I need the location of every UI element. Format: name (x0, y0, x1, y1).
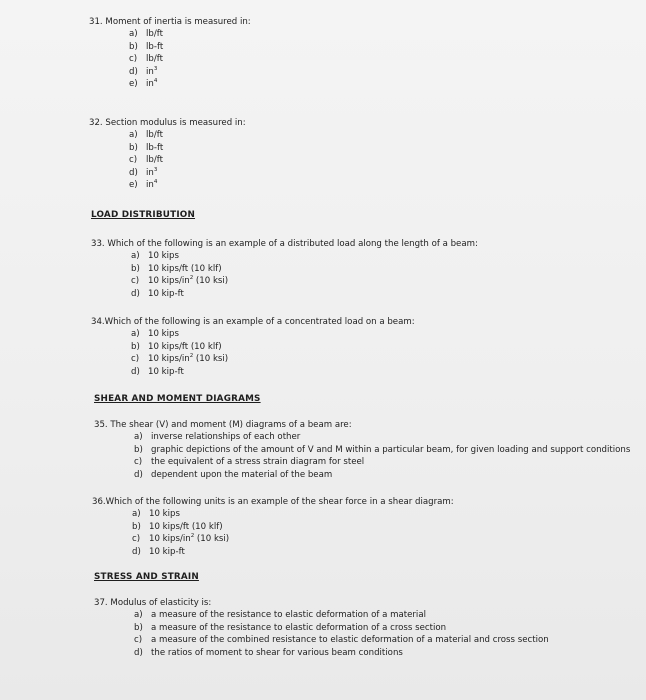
option-letter: c) (129, 155, 138, 166)
answer-option (131, 275, 478, 287)
answer-option (134, 647, 549, 659)
question-31 (89, 16, 251, 90)
option-text: the equivalent of a stress strain diagram for steel (151, 457, 365, 468)
answer-option (129, 28, 251, 40)
option-letter: a) (129, 130, 138, 141)
option-letter: e) (129, 179, 138, 190)
option-letter: a) (131, 251, 140, 262)
option-letter: d) (129, 66, 138, 77)
option-letter: d) (131, 366, 140, 377)
answer-option (131, 366, 415, 378)
option-letter: b) (129, 142, 138, 153)
answer-option (134, 609, 549, 621)
option-exponent: 3 (153, 65, 158, 72)
answer-option (131, 328, 415, 340)
question-stem: 36.Which of the following units is an example of the shear force in a shear diagram: (92, 497, 454, 507)
answer-options (91, 250, 478, 300)
question-34 (91, 316, 415, 378)
option-letter: b) (129, 41, 138, 52)
option-letter: b) (132, 521, 141, 532)
option-text: the ratios of moment to shear for various beam conditions (151, 647, 403, 658)
option-text: in (146, 66, 154, 77)
answer-option (131, 288, 478, 300)
answer-option (129, 154, 246, 166)
answer-option (134, 622, 549, 634)
question-stem: 35. The shear (V) and moment (M) diagrams of a beam are: (94, 420, 352, 430)
answer-option (132, 508, 454, 520)
option-text: 10 kips/ft (10 klf) (148, 263, 222, 274)
option-text: 10 kips/in (148, 354, 190, 365)
option-letter: c) (134, 457, 143, 468)
option-letter: d) (131, 288, 140, 299)
answer-option (129, 179, 246, 191)
option-letter: c) (132, 534, 141, 545)
option-unit-note: (10 ksi) (194, 534, 230, 545)
option-text: 10 kips/ft (10 klf) (149, 521, 223, 532)
option-exponent: 4 (153, 178, 158, 185)
option-text: inverse relationships of each other (151, 432, 301, 443)
option-text: lb/ft (146, 155, 163, 166)
answer-option (131, 341, 415, 353)
answer-options (89, 129, 246, 191)
option-letter: b) (134, 444, 143, 455)
question-stem: 37. Modulus of elasticity is: (94, 598, 212, 608)
answer-options (91, 328, 415, 378)
question-stem: 34.Which of the following is an example of a concentrated load on a beam: (91, 317, 415, 327)
option-text: graphic depictions of the amount of V and M within a particular beam, for given loading and support conditions (151, 444, 631, 455)
option-text: lb/ft (146, 54, 163, 65)
option-text: lb/ft (146, 130, 163, 141)
answer-option (132, 521, 454, 533)
option-letter: a) (132, 509, 141, 520)
option-letter: a) (129, 29, 138, 40)
option-letter: b) (131, 263, 140, 274)
answer-option (134, 634, 549, 646)
answer-option (129, 41, 251, 53)
answer-options (94, 609, 549, 659)
answer-option (134, 469, 630, 481)
option-letter: d) (129, 167, 138, 178)
option-letter: b) (134, 622, 143, 633)
question-33 (91, 238, 478, 300)
option-exponent: 2 (189, 275, 194, 282)
option-exponent: 2 (189, 353, 194, 360)
option-unit-note: (10 ksi) (193, 276, 229, 287)
option-letter: c) (131, 276, 140, 287)
question-stem: 32. Section modulus is measured in: (89, 118, 246, 128)
option-text: lb/ft (146, 29, 163, 40)
answer-option (129, 53, 251, 65)
answer-option (129, 167, 246, 179)
option-unit-note: (10 ksi) (193, 354, 229, 365)
section-heading-load-distribution: LOAD DISTRIBUTION (91, 210, 196, 220)
option-letter: a) (131, 329, 140, 340)
answer-option (131, 353, 415, 365)
question-36 (92, 496, 454, 558)
option-text: 10 kips/in (148, 276, 190, 287)
option-letter: d) (134, 647, 143, 658)
section-heading-stress-strain: STRESS AND STRAIN (94, 572, 199, 582)
option-text: 10 kips/ft (10 klf) (148, 341, 222, 352)
question-35 (94, 419, 630, 481)
option-letter: b) (131, 341, 140, 352)
option-letter: c) (129, 54, 138, 65)
option-text: dependent upon the material of the beam (151, 469, 333, 480)
option-letter: c) (134, 635, 143, 646)
answer-option (129, 66, 251, 78)
section-heading-shear-moment: SHEAR AND MOMENT DIAGRAMS (94, 394, 261, 404)
answer-option (129, 142, 246, 154)
answer-option (132, 546, 454, 558)
option-text: in (146, 179, 154, 190)
answer-option (134, 456, 630, 468)
answer-options (94, 431, 630, 481)
option-exponent: 3 (153, 166, 158, 173)
option-letter: c) (131, 354, 140, 365)
option-letter: a) (134, 610, 143, 621)
option-letter: e) (129, 78, 138, 89)
answer-option (131, 263, 478, 275)
answer-option (129, 78, 251, 90)
option-text: 10 kip-ft (148, 366, 184, 377)
answer-option (131, 250, 478, 262)
option-exponent: 2 (190, 533, 195, 540)
option-text: 10 kip-ft (148, 288, 184, 299)
option-text: in (146, 167, 154, 178)
option-letter: d) (134, 469, 143, 480)
question-32 (89, 117, 246, 191)
answer-options (89, 28, 251, 90)
option-text: a measure of the resistance to elastic deformation of a material (151, 610, 426, 621)
option-letter: a) (134, 432, 143, 443)
option-text: 10 kips (148, 251, 179, 262)
option-text: in (146, 78, 154, 89)
option-letter: d) (132, 546, 141, 557)
question-stem: 33. Which of the following is an example of a distributed load along the length of a beam: (91, 239, 478, 249)
option-text: a measure of the combined resistance to elastic deformation of a material and cross section (151, 635, 549, 646)
option-text: lb-ft (146, 142, 164, 153)
answer-options (92, 508, 454, 558)
question-37 (94, 597, 549, 659)
option-text: 10 kips/in (149, 534, 191, 545)
option-text: a measure of the resistance to elastic deformation of a cross section (151, 622, 447, 633)
option-text: 10 kips (149, 509, 180, 520)
option-text: lb-ft (146, 41, 164, 52)
option-text: 10 kips (148, 329, 179, 340)
answer-option (132, 533, 454, 545)
option-exponent: 4 (153, 77, 158, 84)
answer-option (134, 444, 630, 456)
option-text: 10 kip-ft (149, 546, 185, 557)
question-stem: 31. Moment of inertia is measured in: (89, 17, 251, 27)
answer-option (129, 129, 246, 141)
answer-option (134, 431, 630, 443)
